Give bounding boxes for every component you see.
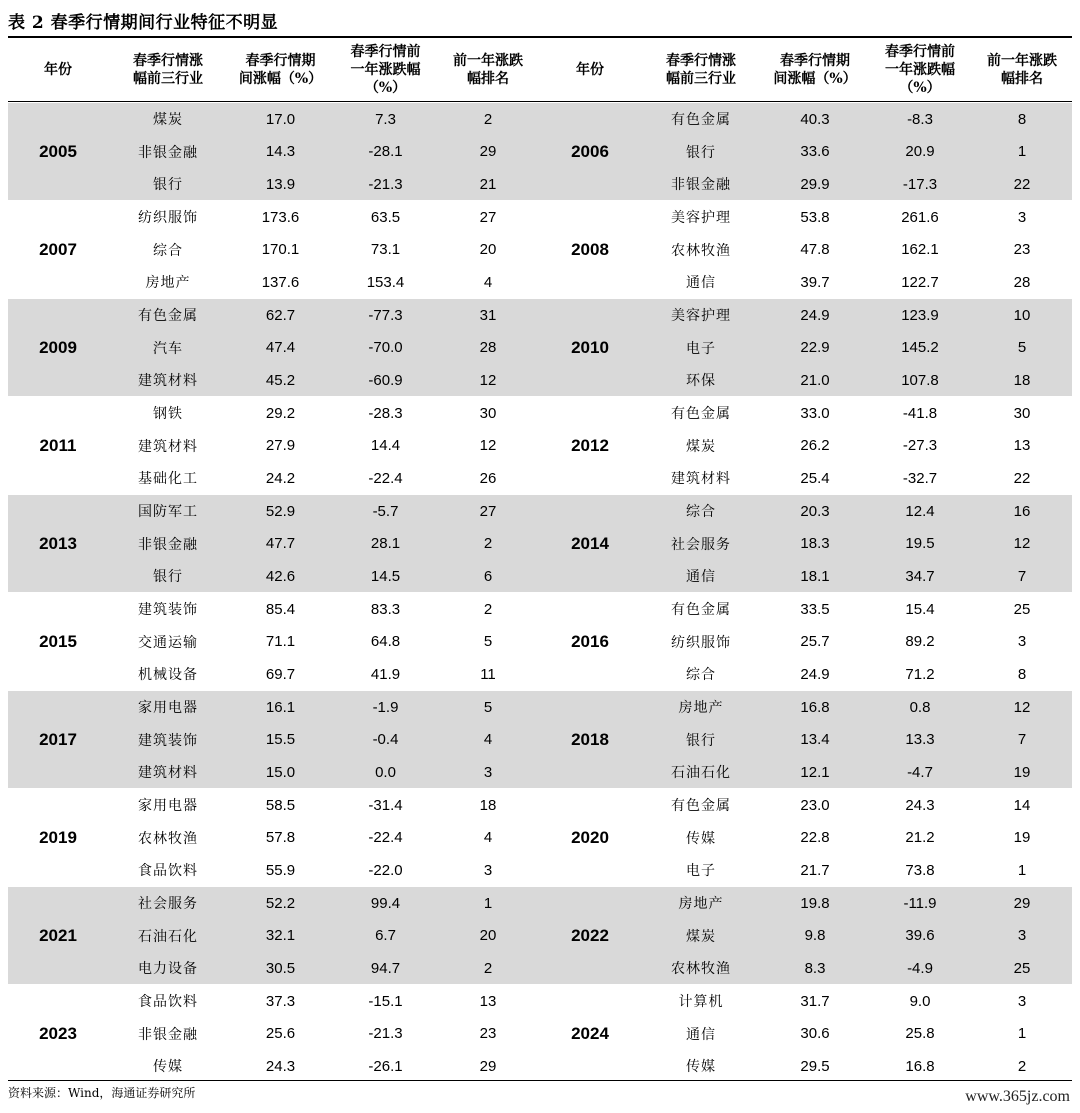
industry-cell: 建筑材料 [138,438,198,455]
value-cell: 99.4 [370,894,401,912]
value-cell: 29 [479,1057,497,1075]
value-cell: 29.9 [800,175,830,193]
value-cell: -22.4 [368,469,403,487]
value-cell: 8 [1017,665,1027,683]
industry-cell: 建筑材料 [671,471,731,488]
industry-cell: 纺织服饰 [671,634,731,651]
value-cell: 24.9 [800,665,830,683]
value-cell: 42.6 [265,567,296,585]
industry-cell: 传媒 [153,1059,183,1076]
year-cell: 2005 [39,142,77,161]
value-cell: 73.8 [905,861,935,879]
value-cell: 34.7 [905,567,935,585]
value-cell: 12.1 [800,763,830,781]
value-cell: 53.8 [800,208,830,226]
value-cell: 24.3 [905,796,935,814]
value-cell: 19 [1013,829,1031,847]
year-cell: 2006 [571,142,609,161]
value-cell: 22 [1013,469,1031,487]
year-group [8,299,1072,397]
value-cell: 162.1 [901,241,939,259]
column-header: 春季行情涨 幅前三行业 [666,53,736,87]
value-cell: 2 [1017,1057,1027,1075]
table-body [8,103,1072,1083]
value-cell: -15.1 [368,992,403,1010]
value-cell: 6 [483,567,493,585]
value-cell: 52.2 [265,894,296,912]
value-cell: 4 [483,731,493,749]
industry-cell: 通信 [686,569,716,586]
year-cell: 2010 [571,338,609,357]
value-cell: 47.7 [265,535,296,553]
year-cell: 2024 [571,1024,609,1043]
industry-cell: 房地产 [678,700,724,717]
value-cell: 13.9 [265,175,296,193]
value-cell: 47.8 [800,241,830,259]
industry-cell: 家用电器 [138,798,198,815]
value-cell: 10 [1013,306,1031,324]
year-group [8,495,1072,593]
value-cell: -11.9 [903,894,937,912]
value-cell: 63.5 [370,208,401,226]
value-cell: 89.2 [905,633,935,651]
value-cell: 22 [1013,175,1031,193]
value-cell: 45.2 [265,371,296,389]
value-cell: 30 [479,404,497,422]
industry-cell: 有色金属 [671,406,731,423]
industry-cell: 食品饮料 [138,863,198,880]
column-header: 春季行情期 间涨幅（%） [773,53,857,87]
column-header: 春季行情涨 幅前三行业 [133,53,203,87]
value-cell: 9.8 [804,927,826,945]
table-title: 表 2 春季行情期间行业特征不明显 [8,13,279,33]
year-cell: 2014 [571,534,609,553]
industry-cell: 建筑材料 [138,373,198,390]
value-cell: -77.3 [368,306,403,324]
year-cell: 2021 [39,926,77,945]
value-cell: 12 [1013,535,1031,553]
value-cell: -27.3 [902,437,938,455]
value-cell: 12 [479,437,497,455]
year-group [8,201,1072,299]
value-cell: 3 [1017,208,1027,226]
year-cell: 2019 [39,828,77,847]
value-cell: 173.6 [261,208,300,226]
year-group [8,103,1072,201]
value-cell: 58.5 [265,796,296,814]
year-cell: 2012 [571,436,609,455]
year-group [8,887,1072,985]
value-cell: 22.8 [800,829,830,847]
industry-cell: 通信 [686,1026,716,1043]
value-cell: 62.7 [265,306,296,324]
value-cell: 28 [479,339,497,357]
value-cell: 0.0 [375,763,396,781]
table-header [8,38,1072,102]
year-cell: 2016 [571,632,609,651]
year-cell: 2007 [39,240,77,259]
value-cell: 13 [1013,437,1031,455]
value-cell: 25 [1013,600,1031,618]
industry-cell: 银行 [153,569,183,586]
value-cell: 18 [1013,371,1031,389]
value-cell: 69.7 [265,665,296,683]
value-cell: 23.0 [800,796,830,814]
value-cell: 1 [1017,861,1027,879]
year-cell: 2022 [571,926,609,945]
industry-cell: 建筑材料 [138,765,198,782]
industry-cell: 煤炭 [153,112,183,129]
value-cell: 29.5 [800,1057,830,1075]
industry-cell: 环保 [686,373,716,390]
value-cell: 28.1 [370,535,401,553]
industry-cell: 美容护理 [671,210,731,227]
value-cell: 18.1 [800,567,830,585]
value-cell: 7 [1017,567,1027,585]
value-cell: 17.0 [265,110,296,128]
value-cell: 13 [479,992,497,1010]
value-cell: 27 [479,208,497,226]
value-cell: 27.9 [265,437,296,455]
industry-cell: 社会服务 [138,896,198,913]
industry-cell: 煤炭 [686,928,716,945]
value-cell: -5.7 [372,502,399,520]
value-cell: 170.1 [261,241,300,259]
column-header: 春季行情前 一年涨跌幅 （%） [350,44,421,96]
value-cell: 29 [1013,894,1031,912]
value-cell: 20 [479,927,497,945]
value-cell: 145.2 [901,339,939,357]
industry-cell: 有色金属 [671,602,731,619]
value-cell: 31 [479,306,497,324]
value-cell: 13.3 [905,731,935,749]
value-cell: 16.8 [800,698,830,716]
value-cell: 25.8 [905,1025,935,1043]
industry-cell: 传媒 [686,830,716,847]
value-cell: -8.3 [907,110,933,128]
value-cell: 20.3 [800,502,830,520]
value-cell: -1.9 [372,698,399,716]
value-cell: -0.4 [372,731,399,749]
value-cell: 30 [1013,404,1031,422]
industry-cell: 钢铁 [153,406,183,423]
value-cell: 8.3 [804,959,826,977]
value-cell: 16.1 [265,698,296,716]
bottom-rule [8,1080,1072,1081]
value-cell: 11 [480,665,496,683]
value-cell: 2 [483,535,493,553]
value-cell: 26.2 [800,437,830,455]
column-header: 年份 [576,62,604,78]
industry-cell: 银行 [153,177,183,194]
value-cell: 9.0 [909,992,931,1010]
value-cell: 39.7 [800,273,830,291]
year-cell: 2020 [571,828,609,847]
industry-cell: 交通运输 [138,634,198,651]
value-cell: 40.3 [800,110,830,128]
value-cell: 24.9 [800,306,830,324]
value-cell: 19 [1013,763,1031,781]
value-cell: 8 [1017,110,1027,128]
value-cell: 55.9 [265,861,296,879]
industry-cell: 家用电器 [138,700,198,717]
value-cell: 153.4 [366,273,405,291]
value-cell: 41.9 [370,665,401,683]
year-cell: 2015 [39,632,77,651]
industry-cell: 农林牧渔 [138,830,198,847]
value-cell: 39.6 [905,927,935,945]
industry-cell: 非银金融 [138,536,198,553]
industry-cell: 汽车 [153,340,183,357]
column-header: 前一年涨跌 幅排名 [987,53,1057,87]
value-cell: -31.4 [368,796,403,814]
value-cell: 33.0 [800,404,830,422]
year-group [8,593,1072,691]
value-cell: 12 [479,371,497,389]
value-cell: 1 [1017,1025,1027,1043]
value-cell: 18.3 [800,535,830,553]
value-cell: 25.4 [800,469,830,487]
value-cell: 7 [1017,731,1027,749]
value-cell: 3 [1017,992,1027,1010]
industry-cell: 机械设备 [138,667,198,684]
value-cell: 32.1 [265,927,296,945]
industry-cell: 农林牧渔 [671,242,731,259]
year-cell: 2009 [39,338,77,357]
value-cell: 12.4 [905,502,935,520]
value-cell: 23 [1013,241,1031,259]
value-cell: 5 [483,698,493,716]
industry-cell: 农林牧渔 [671,961,731,978]
value-cell: 71.2 [905,665,935,683]
value-cell: 16 [1013,502,1031,520]
value-cell: 30.5 [265,959,296,977]
value-cell: 14.3 [265,143,296,161]
industry-cell: 电力设备 [138,961,198,978]
industry-cell: 房地产 [145,275,191,292]
industry-cell: 非银金融 [671,177,731,194]
value-cell: 15.5 [265,731,296,749]
value-cell: -41.8 [902,404,938,422]
watermark: www.365jz.com [965,1088,1070,1105]
year-cell: 2011 [39,436,77,455]
value-cell: 18 [479,796,497,814]
value-cell: 14.5 [370,567,401,585]
value-cell: -4.7 [907,763,933,781]
value-cell: 14.4 [370,437,401,455]
value-cell: 83.3 [370,600,401,618]
industry-cell: 房地产 [678,896,724,913]
value-cell: -21.3 [368,175,403,193]
value-cell: 24.3 [265,1057,296,1075]
value-cell: 27 [479,502,497,520]
industry-cell: 电子 [686,340,716,357]
value-cell: -32.7 [902,469,938,487]
value-cell: 25.7 [800,633,830,651]
value-cell: 0.8 [909,698,931,716]
value-cell: 5 [483,633,493,651]
value-cell: -26.1 [368,1057,403,1075]
value-cell: 6.7 [375,927,396,945]
value-cell: -70.0 [368,339,403,357]
value-cell: 5 [1017,339,1027,357]
industry-cell: 计算机 [678,994,724,1011]
value-cell: 3 [1017,633,1027,651]
value-cell: 20 [479,241,497,259]
value-cell: 12 [1013,698,1031,716]
year-cell: 2023 [39,1024,77,1043]
industry-cell: 有色金属 [671,798,731,815]
industry-cell: 银行 [686,732,716,749]
value-cell: -4.9 [907,959,933,977]
industry-cell: 非银金融 [138,144,198,161]
industry-cell: 综合 [686,504,716,521]
value-cell: 28 [1013,273,1031,291]
value-cell: 29.2 [265,404,296,422]
value-cell: 26 [479,469,497,487]
industry-cell: 建筑装饰 [138,602,198,619]
industry-cell: 纺织服饰 [138,210,198,227]
value-cell: 25 [1013,959,1031,977]
value-cell: -22.0 [368,861,403,879]
value-cell: 1 [483,894,493,912]
value-cell: -28.3 [368,404,403,422]
value-cell: -21.3 [368,1025,403,1043]
value-cell: 19.5 [905,535,935,553]
value-cell: 3 [1017,927,1027,945]
header-rule [8,101,1072,102]
value-cell: 4 [483,829,493,847]
value-cell: 52.9 [265,502,296,520]
value-cell: 15.4 [905,600,935,618]
industry-cell: 有色金属 [138,308,198,325]
industry-cell: 食品饮料 [138,994,198,1011]
value-cell: 2 [483,600,493,618]
value-cell: 16.8 [905,1057,935,1075]
value-cell: 21.2 [905,829,935,847]
value-cell: 64.8 [370,633,401,651]
value-cell: 137.6 [261,273,300,291]
year-group [8,397,1072,495]
value-cell: 33.5 [800,600,830,618]
value-cell: 24.2 [265,469,296,487]
value-cell: 123.9 [901,306,939,324]
value-cell: 37.3 [265,992,296,1010]
industry-cell: 石油石化 [671,765,731,782]
value-cell: 4 [483,273,493,291]
column-header: 春季行情前 一年涨跌幅 （%） [885,44,955,96]
year-cell: 2013 [39,534,77,553]
value-cell: 94.7 [370,959,401,977]
industry-cell: 建筑装饰 [138,732,198,749]
industry-cell: 通信 [686,275,716,292]
value-cell: 14 [1013,796,1031,814]
value-cell: 47.4 [265,339,296,357]
industry-cell: 社会服务 [671,536,731,553]
value-cell: -22.4 [368,829,403,847]
industry-cell: 美容护理 [671,308,731,325]
industry-cell: 有色金属 [671,112,731,129]
value-cell: 1 [1017,143,1027,161]
value-cell: 2 [483,959,493,977]
value-cell: 7.3 [375,110,396,128]
industry-cell: 综合 [686,667,716,684]
value-cell: 261.6 [901,208,939,226]
column-header: 前一年涨跌 幅排名 [453,53,523,87]
year-group [8,691,1072,789]
value-cell: -28.1 [368,143,403,161]
value-cell: 73.1 [370,241,401,259]
value-cell: 71.1 [265,633,296,651]
industry-cell: 基础化工 [138,471,198,488]
industry-cell: 综合 [153,242,183,259]
year-cell: 2008 [571,240,609,259]
value-cell: 23 [479,1025,497,1043]
industry-cell: 国防军工 [138,504,198,521]
value-cell: 22.9 [800,339,830,357]
industry-cell: 银行 [686,144,716,161]
industry-cell: 传媒 [686,1059,716,1076]
column-header: 春季行情期 间涨幅（%） [238,53,323,87]
source-note: 资料来源：Wind，海通证券研究所 [8,1086,196,1100]
value-cell: 20.9 [905,143,935,161]
value-cell: 19.8 [800,894,830,912]
value-cell: 30.6 [800,1025,830,1043]
value-cell: 107.8 [901,371,939,389]
value-cell: 21.0 [800,371,830,389]
value-cell: 85.4 [265,600,296,618]
industry-cell: 石油石化 [138,928,198,945]
value-cell: -60.9 [368,371,403,389]
year-group [8,789,1072,887]
value-cell: 122.7 [901,273,939,291]
value-cell: 21 [479,175,497,193]
value-cell: 3 [483,763,493,781]
industry-cell: 电子 [686,863,716,880]
value-cell: 21.7 [800,861,830,879]
value-cell: -17.3 [902,175,938,193]
year-cell: 2017 [39,730,77,749]
column-header: 年份 [44,62,72,78]
value-cell: 15.0 [265,763,296,781]
value-cell: 13.4 [800,731,830,749]
value-cell: 33.6 [800,143,830,161]
value-cell: 57.8 [265,829,296,847]
year-group [8,985,1072,1083]
year-cell: 2018 [571,730,609,749]
value-cell: 31.7 [800,992,830,1010]
value-cell: 2 [483,110,493,128]
industry-cell: 非银金融 [138,1026,198,1043]
industry-cell: 煤炭 [686,438,716,455]
value-cell: 29 [479,143,497,161]
value-cell: 3 [483,861,493,879]
value-cell: 25.6 [265,1025,296,1043]
